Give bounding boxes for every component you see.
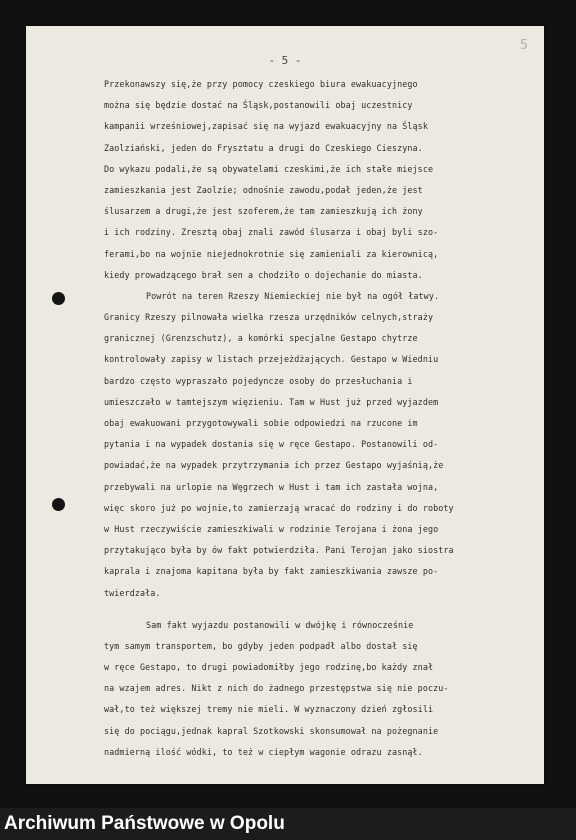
text-line: kampanii wrześniowej,zapisać się na wyjazd ewakuacyjny na Śląsk — [104, 121, 428, 132]
text-line: ferami,bo na wojnie niejednokrotnie się zamieniali za kierownicą, — [104, 248, 439, 259]
text-line: ślusarzem a drugi,że jest szoferem,że tam zamieszkują ich żony — [104, 206, 423, 217]
text-line: na wzajem adres. Nikt z nich do żadnego przestępstwa się nie poczu- — [104, 683, 449, 694]
punch-hole-bottom — [52, 498, 65, 511]
text-line: granicznej (Grenzschutz), a komórki specjalne Gestapo chytrze — [104, 333, 418, 344]
text-line: kontrolowały zapisy w listach przejeżdżających. Gestapo w Wiedniu — [104, 354, 439, 365]
text-line: obaj ewakuowani przygotowywali sobie odpowiedzi na rzucone im — [104, 418, 418, 428]
text-line: zamieszkania jest Zaolzie; odnośnie zawodu,podał jeden,że jest — [104, 184, 423, 195]
text-line: w Hust rzeczywiście zamieszkiwali w rodzinie Terojana i żona jego — [104, 523, 439, 534]
text-line: Do wykazu podali,że są obywatelami czeskimi,że ich stałe miejsce — [104, 163, 434, 174]
document-page — [26, 26, 544, 784]
text-line: i ich rodziny. Zresztą obaj znali zawód ślusarza i obaj byli szo- — [104, 227, 439, 238]
text-line: nadmierną ilość wódki, to też w ciepłym wagonie odrazu zasnął. — [104, 746, 423, 757]
text-line: Przekonawszy się,że przy pomocy czeskiego biura ewakuacyjnego — [104, 79, 418, 89]
archive-page-mark: 5 — [519, 38, 528, 53]
text-line: twierdzała. — [104, 587, 161, 598]
text-line: tym samym transportem, bo gdyby jeden podpadł albo dostał się — [104, 640, 418, 651]
text-line: można się będzie dostać na Śląsk,postanowili obaj uczestnicy — [104, 100, 413, 111]
document-body — [104, 74, 544, 763]
text-line: Zaolziański, jeden do Frysztatu a drugi do Czeskiego Cieszyna. — [104, 142, 423, 153]
archive-footer: Archiwum Państwowe w Opolu — [0, 808, 576, 840]
text-line: pytania i na wypadek dostania się w ręce Gestapo. Postanowili od- — [104, 439, 439, 450]
text-line: przytakująco była by ów fakt potwierdziła. Pani Terojan jako siostra — [104, 545, 454, 556]
text-line: kiedy prowadzącego brał sen a chodziło o dojechanie do miasta. — [104, 269, 423, 280]
text-line: Sam fakt wyjazdu postanowili w dwójkę i równocześnie — [146, 619, 414, 630]
text-line: więc skoro już po wojnie,to zamierzają wracać do rodziny i do roboty — [104, 502, 454, 513]
paragraph-gap — [104, 604, 544, 615]
punch-hole-top — [52, 292, 65, 305]
text-line: wał,to też większej tremy nie mieli. W wyznaczony dzień zgłosili — [104, 704, 434, 715]
text-line: Granicy Rzeszy pilnowała wielka rzesza urzędników celnych,straży — [104, 312, 434, 323]
text-line: przebywali na urlopie na Węgrzech w Hust i tam ich zastała wojna, — [104, 481, 439, 492]
text-line: w ręce Gestapo, to drugi powiadomiłby jego rodzinę,bo każdy znał — [104, 662, 434, 673]
text-line: się do pociągu,jednak kapral Szotkowski skonsumował na pożegnanie — [104, 725, 439, 736]
text-line: powiadać,że na wypadek przytrzymania ich przez Gestapo wyjaśnią,że — [104, 460, 444, 471]
page-number: - 5 - — [268, 54, 302, 67]
text-line: Powrót na teren Rzeszy Niemieckiej nie był na ogół łatwy. — [146, 290, 440, 301]
text-line: kaprala i znajoma kapitana była by fakt zamieszkiwania zawsze po- — [104, 566, 439, 577]
text-line: bardzo często wypraszało pojedyncze osoby do przesłuchania i — [104, 375, 413, 386]
text-line: umieszczało w tamtejszym więzieniu. Tam w Hust już przed wyjazdem — [104, 396, 439, 407]
